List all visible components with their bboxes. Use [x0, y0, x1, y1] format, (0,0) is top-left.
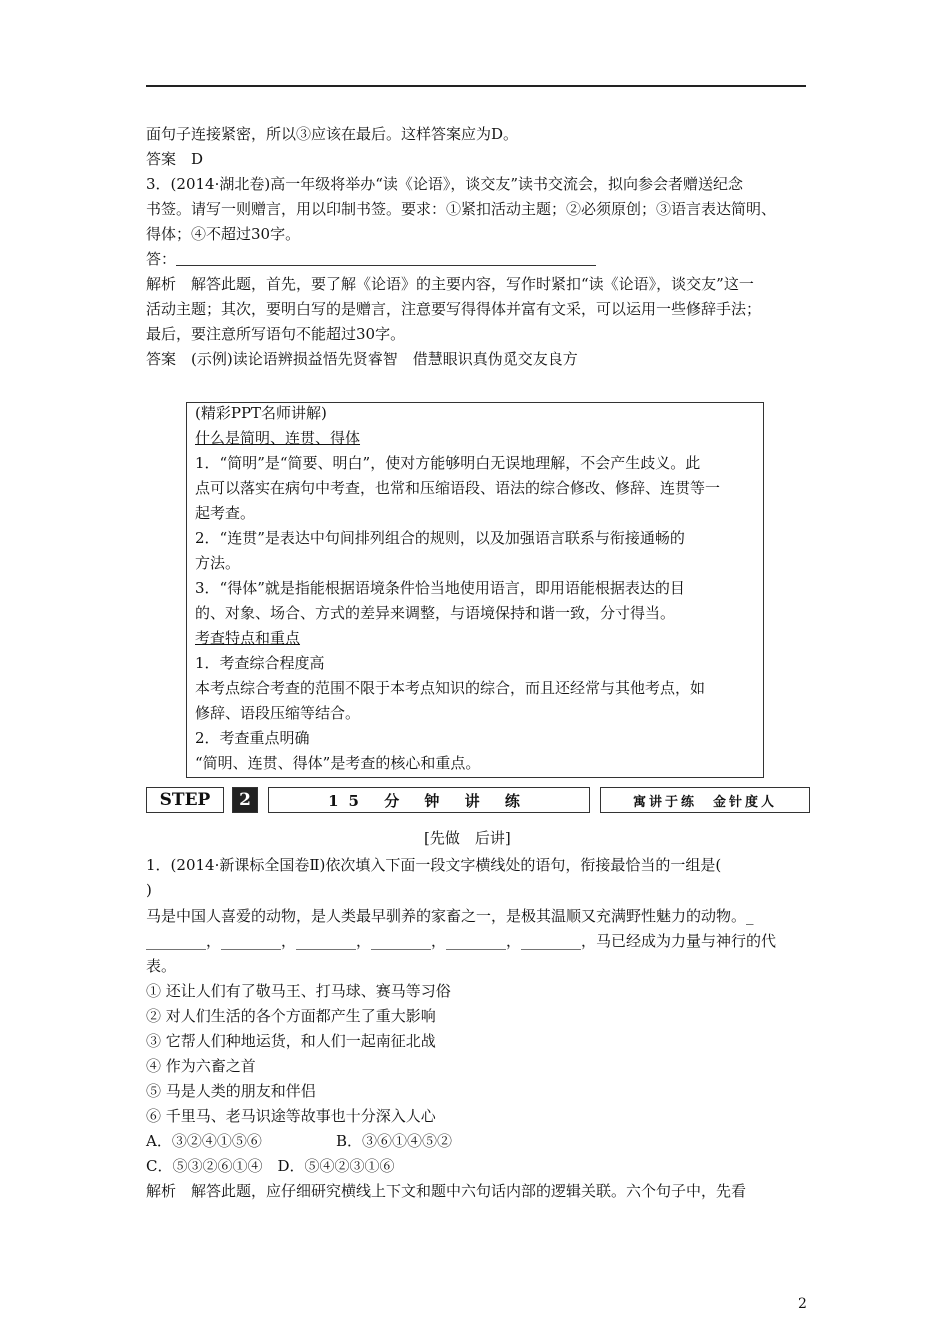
- option-line: ⑤ 马是人类的朋友和伴侣: [146, 1082, 316, 1100]
- text-line: 面句子连接紧密，所以③应该在最后。这样答案应为D。: [146, 125, 519, 143]
- choice-cd: C．⑤③②⑥①④ D．⑤④②③①⑥: [146, 1157, 395, 1175]
- box-heading: 什么是简明、连贯、得体: [195, 429, 361, 447]
- box-line: 1．“简明”是“简要、明白”，使对方能够明白无误地理解，不会产生歧义。此: [195, 454, 701, 472]
- box-line: 方法。: [195, 554, 241, 572]
- section-subtitle: [先做 后讲]: [424, 829, 511, 847]
- step-label: STEP: [146, 787, 224, 813]
- answer-line: 答案 (示例)读论语辨损益悟先贤睿智 借慧眼识真伪觅交友良方: [146, 350, 578, 368]
- option-line: ⑥ 千里马、老马识途等故事也十分深入人心: [146, 1107, 436, 1125]
- box-line: 起考查。: [195, 504, 256, 522]
- analysis-line: 解析 解答此题，应仔细研究横线上下文和题中六句话内部的逻辑关联。六个句子中，先看: [146, 1182, 747, 1200]
- box-line: 本考点综合考查的范围不限于本考点知识的综合，而且还经常与其他考点，如: [195, 679, 706, 697]
- passage-line: 表。: [146, 957, 177, 975]
- answer-prefix: 答：: [146, 250, 177, 268]
- box-line: 3．“得体”就是指能根据语境条件恰当地使用语言，即用语能根据表达的目: [195, 579, 685, 597]
- page-number: 2: [798, 1296, 807, 1312]
- box-header: (精彩PPT名师讲解): [195, 404, 327, 422]
- passage-line: ________，________，________，________，________，________，马已经成为力量与神行的代: [146, 932, 777, 950]
- header-rule: [146, 85, 806, 87]
- step-motto: 寓讲于练 金针度人: [600, 787, 810, 813]
- box-line: 2．“连贯”是表达中句间排列组合的规则，以及加强语言联系与衔接通畅的: [195, 529, 685, 547]
- option-line: ③ 它帮人们种地运货，和人们一起南征北战: [146, 1032, 436, 1050]
- box-line: 1．考查综合程度高: [195, 654, 325, 672]
- question-line: 书签。请写一则赠言，用以印制书签。要求：①紧扣活动主题；②必须原创；③语言表达简明、: [146, 200, 777, 218]
- choice-b: B．③⑥①④⑤②: [336, 1132, 453, 1150]
- box-line: 修辞、语段压缩等结合。: [195, 704, 361, 722]
- box-line: 的、对象、场合、方式的差异来调整，与语境保持和谐一致，分寸得当。: [195, 604, 676, 622]
- option-line: ④ 作为六畜之首: [146, 1057, 256, 1075]
- analysis-line: 最后，要注意所写语句不能超过30字。: [146, 325, 406, 343]
- passage-line: 马是中国人喜爱的动物，是人类最早驯养的家畜之一，是极其温顺又充满野性魅力的动物。_: [146, 907, 754, 925]
- analysis-line: 活动主题；其次，要明白写的是赠言，注意要写得得体并富有文采，可以运用一些修辞手法；: [146, 300, 762, 318]
- analysis-line: 解析 解答此题，首先，要了解《论语》的主要内容，写作时紧扣“读《论语》，谈交友”这一: [146, 275, 754, 293]
- box-line: 2．考查重点明确: [195, 729, 310, 747]
- answer-line: 答案 D: [146, 150, 204, 168]
- question-line: ): [146, 881, 152, 899]
- question-line: 1．(2014·新课标全国卷Ⅱ)依次填入下面一段文字横线处的语句，衔接最恰当的一组是(: [146, 856, 722, 874]
- answer-blank: [176, 251, 596, 266]
- choice-a: A．③②④①⑤⑥: [146, 1132, 262, 1150]
- option-line: ② 对人们生活的各个方面都产生了重大影响: [146, 1007, 436, 1025]
- box-heading: 考查特点和重点: [195, 629, 301, 647]
- question-line: 得体；④不超过30字。: [146, 225, 301, 243]
- box-line: 点可以落实在病句中考查，也常和压缩语段、语法的综合修改、修辞、连贯等一: [195, 479, 721, 497]
- answer-blank-line: [146, 249, 596, 269]
- step-title: 15 分 钟 讲 练: [268, 787, 590, 813]
- question-line: 3．(2014·湖北卷)高一年级将举办“读《论语》，谈交友”读书交流会，拟向参会者赠送纪念: [146, 175, 744, 193]
- option-line: ① 还让人们有了敬马王、打马球、赛马等习俗: [146, 982, 451, 1000]
- teacher-notes-box: [186, 402, 764, 778]
- step-number: 2: [232, 787, 258, 813]
- box-line: “简明、连贯、得体”是考查的核心和重点。: [195, 754, 481, 772]
